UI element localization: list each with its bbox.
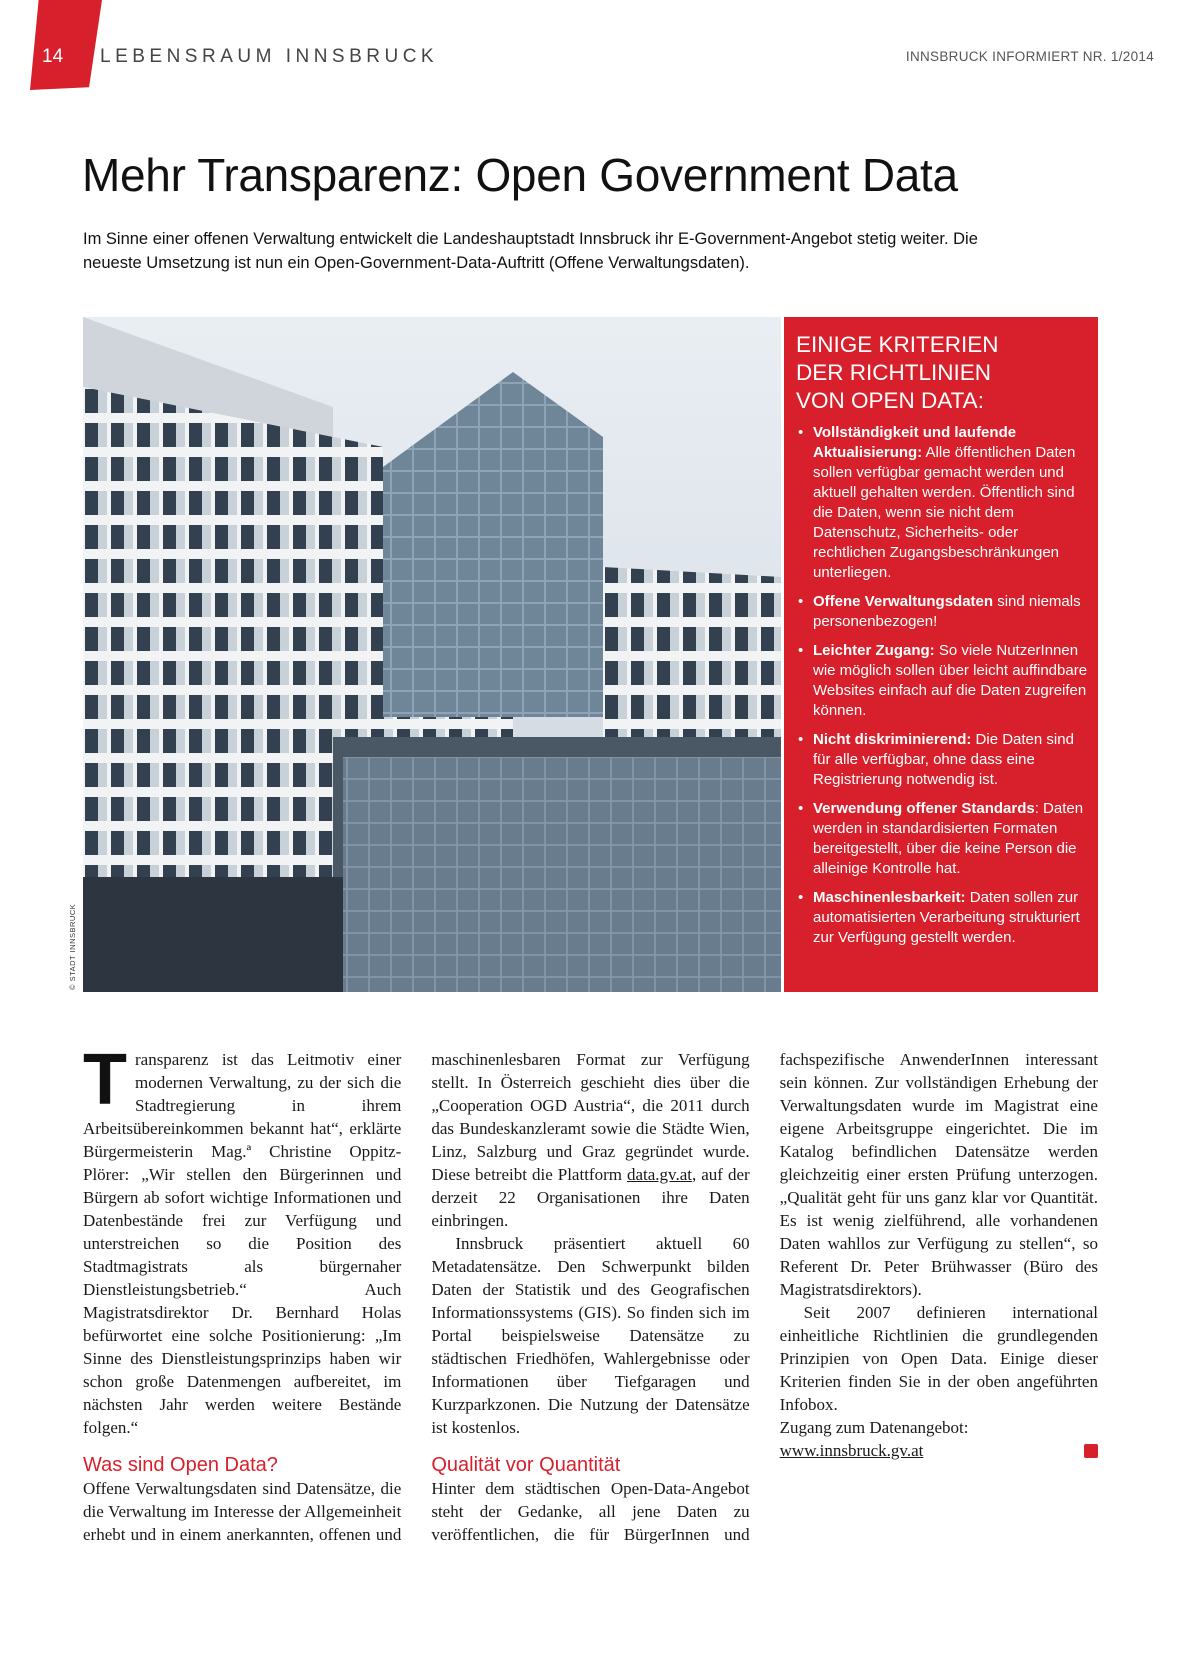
subheading-quality: Qualität vor Quantität — [431, 1454, 621, 1476]
page-number-tab — [30, 0, 102, 90]
paragraph: Seit 2007 definieren international einheitliche Richtlinien die grundlegenden Prinzipien von Open Data. Einige dieser Kriterien finden Sie in der oben angeführten Infobox. — [779, 1303, 1098, 1414]
issue-label: INNSBRUCK INFORMIERT NR. 1/2014 — [905, 49, 1154, 64]
paragraph: Innsbruck präsentiert aktuell 60 Metadatensätze. Den Schwerpunkt bilden Daten der Statistik und des Geografischen Informationssystems (GIS). So finden sich im Portal beispielsweise Datensätze zu städtischen Friedhöfen, Wahlergebnisse oder Informationen über Tiefgaragen und Kurzparkzonen. Die Nutzung der Datensätze ist kostenlos. — [431, 1234, 750, 1437]
access-link-line — [780, 1439, 1098, 1462]
list-item: • Offene Verwaltungsdaten sind niemals personenbezogen! — [796, 592, 1088, 632]
article-title: Mehr Transparenz: Open Government Data — [82, 149, 958, 201]
photo-credit: © STADT INNSBRUCK — [68, 903, 77, 990]
list-item: • Verwendung offener Standards: Daten werden in standardisierten Formaten bereitgestellt, über die keine Person die alleinige Kontrolle hat. — [796, 799, 1088, 879]
list-item: • Maschinenlesbarkeit: Daten sollen zur automatisierten Verarbeitung strukturiert zur Verfügung gestellt werden. — [796, 888, 1088, 948]
criteria-list — [796, 423, 1088, 948]
criteria-infobox — [784, 317, 1098, 992]
data-gv-link[interactable]: data.gv.at — [626, 1165, 692, 1184]
list-item: • Nicht diskriminierend: Die Daten sind für alle verfügbar, ohne dass eine Registrierung notwendig ist. — [796, 730, 1088, 790]
article-intro: Im Sinne einer offenen Verwaltung entwickelt die Landeshauptstadt Innsbruck ihr E-Government-Angebot stetig weiter. Die neueste Umsetzung ist nun ein Open-Government-Data-Auftritt (Offene Verwaltungsdaten). — [83, 230, 978, 272]
subheading-open-data: Was sind Open Data? — [83, 1454, 278, 1476]
paragraph: Transparenz ist das Leitmotiv einer modernen Verwaltung, zu der sich die Stadtregierung in ihrem Arbeitsübereinkommen bekannt hat“, erklärte Bürgermeisterin Mag.ª Christine Oppitz-Plörer: „Wir stellen den Bürgerinnen und Bürgern ab sofort wichtige Informationen und Datenbestände frei zur Verfügung und unterstreichen so die Position des Stadtmagistrats als bürgernaher Dienstleistungsbetrieb.“ Auch Magistratsdirektor Dr. Bernhard Holas befürwortet eine solche Positionierung: „Im Sinne des Dienstleistungsprinzips haben wir schon große Datenmengen aufbereitet, im nächsten Jahr werden weitere Bestände folgen.“ — [83, 1040, 402, 1437]
innsbruck-link[interactable]: www.innsbruck.gv.at — [779, 1441, 924, 1460]
access-label: Zugang zum Datenangebot: — [779, 1418, 969, 1437]
list-item: • Leichter Zugang: So viele NutzerInnen wie möglich sollen über leicht auffindbare Websites einfach auf die Daten zugreifen können. — [796, 641, 1088, 721]
infobox-title: EINIGE KRITERIEN DER RICHTLINIEN VON OPEN DATA: — [796, 332, 999, 413]
paragraph: Offene Verwaltungsdaten sind Datensätze, die die Verwaltung im Interesse der Allgemeinheit erhebt und in einem anerkannten, offenen und maschinenlesbaren Format zur Verfügung stellt. In Österreich geschieht dies über die „Cooperation OGD Austria“, die 2011 durch das Bundeskanzleramt sowie die Städte Wien, Linz, Salzburg und Graz gegründet wurde. Diese betreibt die Plattform data.gv.at, auf der derzeit 22 Organisationen ihre Daten einbringen. — [83, 1050, 750, 1544]
building-photo — [83, 317, 781, 992]
section-title: LEBENSRAUM INNSBRUCK — [100, 46, 439, 67]
page-number: 14 — [42, 46, 64, 67]
article-body — [83, 1040, 1098, 1546]
drop-cap: T — [83, 1040, 127, 1120]
end-mark-icon — [1084, 1444, 1098, 1458]
paragraph: Hinter dem städtischen Open-Data-Angebot steht der Gedanke, all jene Daten zu veröffentlichen, die für BürgerInnen und fachspezifische AnwenderInnen interessant sein können. Zur vollständigen Erhebung der Verwaltungsdaten wurde im Magistrat eine eigene Arbeitsgruppe eingerichtet. Die im Katalog befindlichen Datensätze werden gleichzeitig einer ersten Prüfung unterzogen. „Qualität geht für uns ganz klar vor Quantität. Es ist wenig zielführend, alle vorhandenen Daten wahllos zur Verfügung zu stellen“, so Referent Dr. Peter Brühwasser (Büro des Magistratsdirektors). — [431, 1050, 1098, 1544]
list-item: • Vollständigkeit und laufende Aktualisierung: Alle öffentlichen Daten sollen verfügbar gemacht werden und aktuell gehalten werden. Öffentlich sind die Daten, wenn sie nicht dem Datenschutz, Sicherheits- oder rechtlichen Zugangsbeschränkungen unterliegen. — [796, 423, 1088, 583]
